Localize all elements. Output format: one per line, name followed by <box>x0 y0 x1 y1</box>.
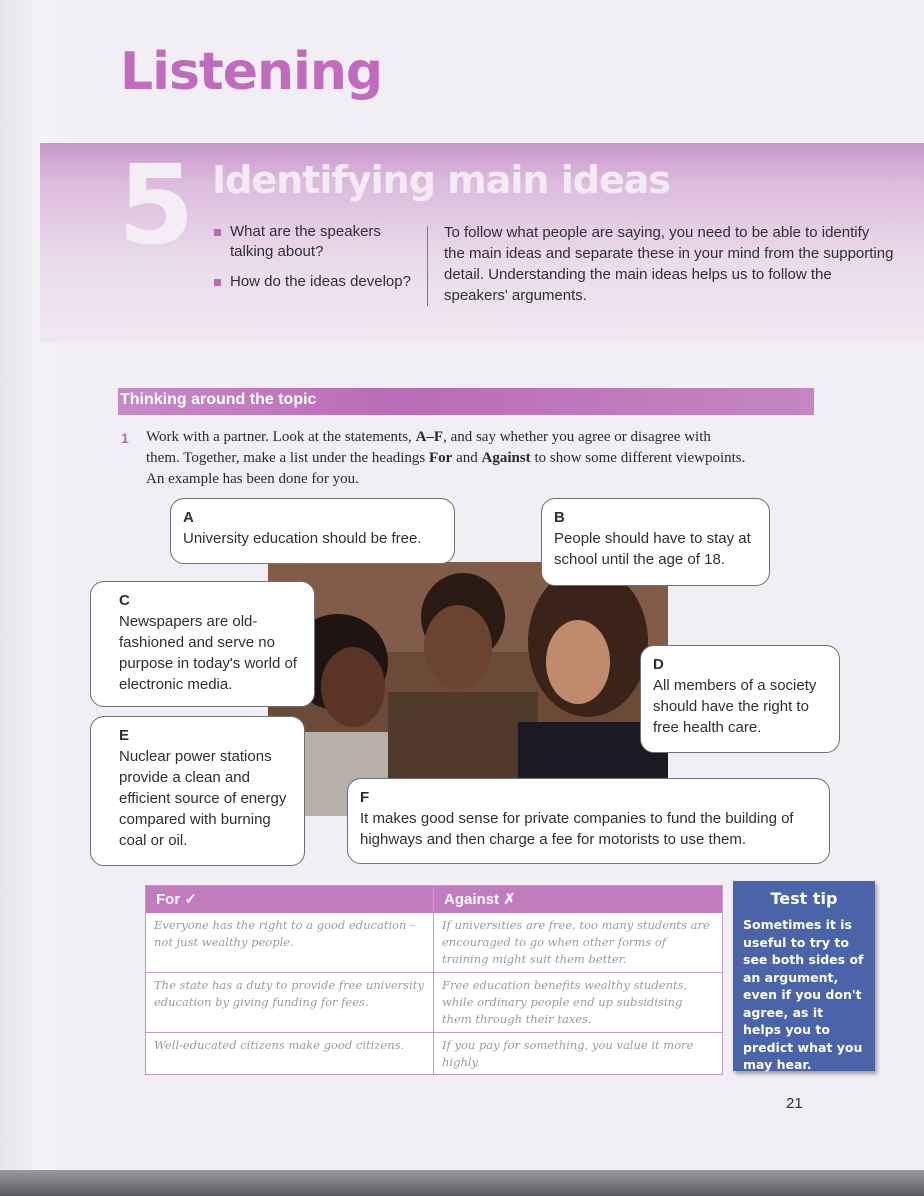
statement-a <box>170 498 455 564</box>
statement-b <box>541 498 770 586</box>
guiding-question-text: How do the ideas develop? <box>230 273 411 290</box>
against-cell: If you pay for something, you value it more highly. <box>442 1038 694 1069</box>
guiding-questions <box>212 222 422 302</box>
against-cell: Free education benefits wealthy students, while ordinary people end up subsidising them through their taxes. <box>442 978 688 1026</box>
task-number: 1 <box>121 430 129 446</box>
for-against-table <box>145 885 723 1075</box>
for-cell: Well-educated citizens make good citizens. <box>154 1038 405 1052</box>
page-number: 21 <box>786 1095 803 1112</box>
guiding-question-text: What are the speakers talking about? <box>230 223 381 260</box>
section-title: Thinking around the topic <box>120 391 317 408</box>
task-text-part: , and say whether you agree or disagree with them. Together, make a list under the headings <box>146 429 711 466</box>
statement-text: Newspapers are old-fashioned and serve no purpose in today's world of electronic media. <box>119 613 297 693</box>
against-header: Against ✗ <box>434 886 722 913</box>
statement-text: Nuclear power stations provide a clean and efficient source of energy compared with burning coal or oil. <box>119 748 287 849</box>
statement-text: University education should be free. <box>183 530 422 547</box>
unit-intro: To follow what people are saying, you need to be able to identify the main ideas and separate these in your mind from the supporting detail. Understanding the main ideas helps us to follow the speakers' arguments. <box>444 224 894 304</box>
header-divider <box>427 226 428 306</box>
guiding-question <box>212 222 422 262</box>
statement-f <box>347 778 830 864</box>
unit-number: 5 <box>118 141 195 269</box>
statement-d <box>640 645 840 753</box>
task-text-bold: For <box>429 450 453 466</box>
page-bottom-edge <box>0 1170 924 1196</box>
task-instructions <box>146 427 746 490</box>
guiding-question <box>212 272 422 292</box>
for-cell: Everyone has the right to a good education – not just wealthy people. <box>154 918 416 949</box>
statement-text: It makes good sense for private companies to fund the building of highways and then charge a fee for motorists to use them. <box>360 810 794 848</box>
statement-letter: F <box>360 789 370 806</box>
task-text-bold: Against <box>481 450 531 466</box>
bullet-icon <box>214 229 221 236</box>
test-tip-box <box>733 881 875 1071</box>
against-cell: If universities are free, too many students are encouraged to go when other forms of training might suit them better. <box>442 918 710 966</box>
test-tip-text: Sometimes it is useful to try to see both sides of an argument, even if you don't agree, as it helps you to predict what you may hear. <box>743 917 864 1072</box>
statement-letter: A <box>183 509 194 526</box>
statement-letter: B <box>554 509 565 526</box>
statement-text: People should have to stay at school until the age of 18. <box>554 530 751 568</box>
task-text-bold: A–F <box>415 429 444 445</box>
page-title: Listening <box>120 42 383 102</box>
test-tip-title: Test tip <box>770 889 838 908</box>
for-header: For ✓ <box>146 886 433 913</box>
statement-letter: E <box>119 727 130 744</box>
statement-text: All members of a society should have the right to free health care. <box>653 677 817 736</box>
unit-title: Identifying main ideas <box>212 158 670 202</box>
statement-e <box>90 716 305 866</box>
statement-letter: D <box>653 656 664 673</box>
task-text-part: to show some different viewpoints. An example has been done for you. <box>146 450 746 487</box>
task-text-part: Work with a partner. Look at the statements, <box>146 429 416 445</box>
bullet-icon <box>214 279 221 286</box>
for-cell: The state has a duty to provide free university education by giving funding for fees. <box>154 978 424 1009</box>
task-text-part: and <box>452 450 482 466</box>
statement-letter: C <box>119 592 130 609</box>
statement-c <box>90 581 315 707</box>
